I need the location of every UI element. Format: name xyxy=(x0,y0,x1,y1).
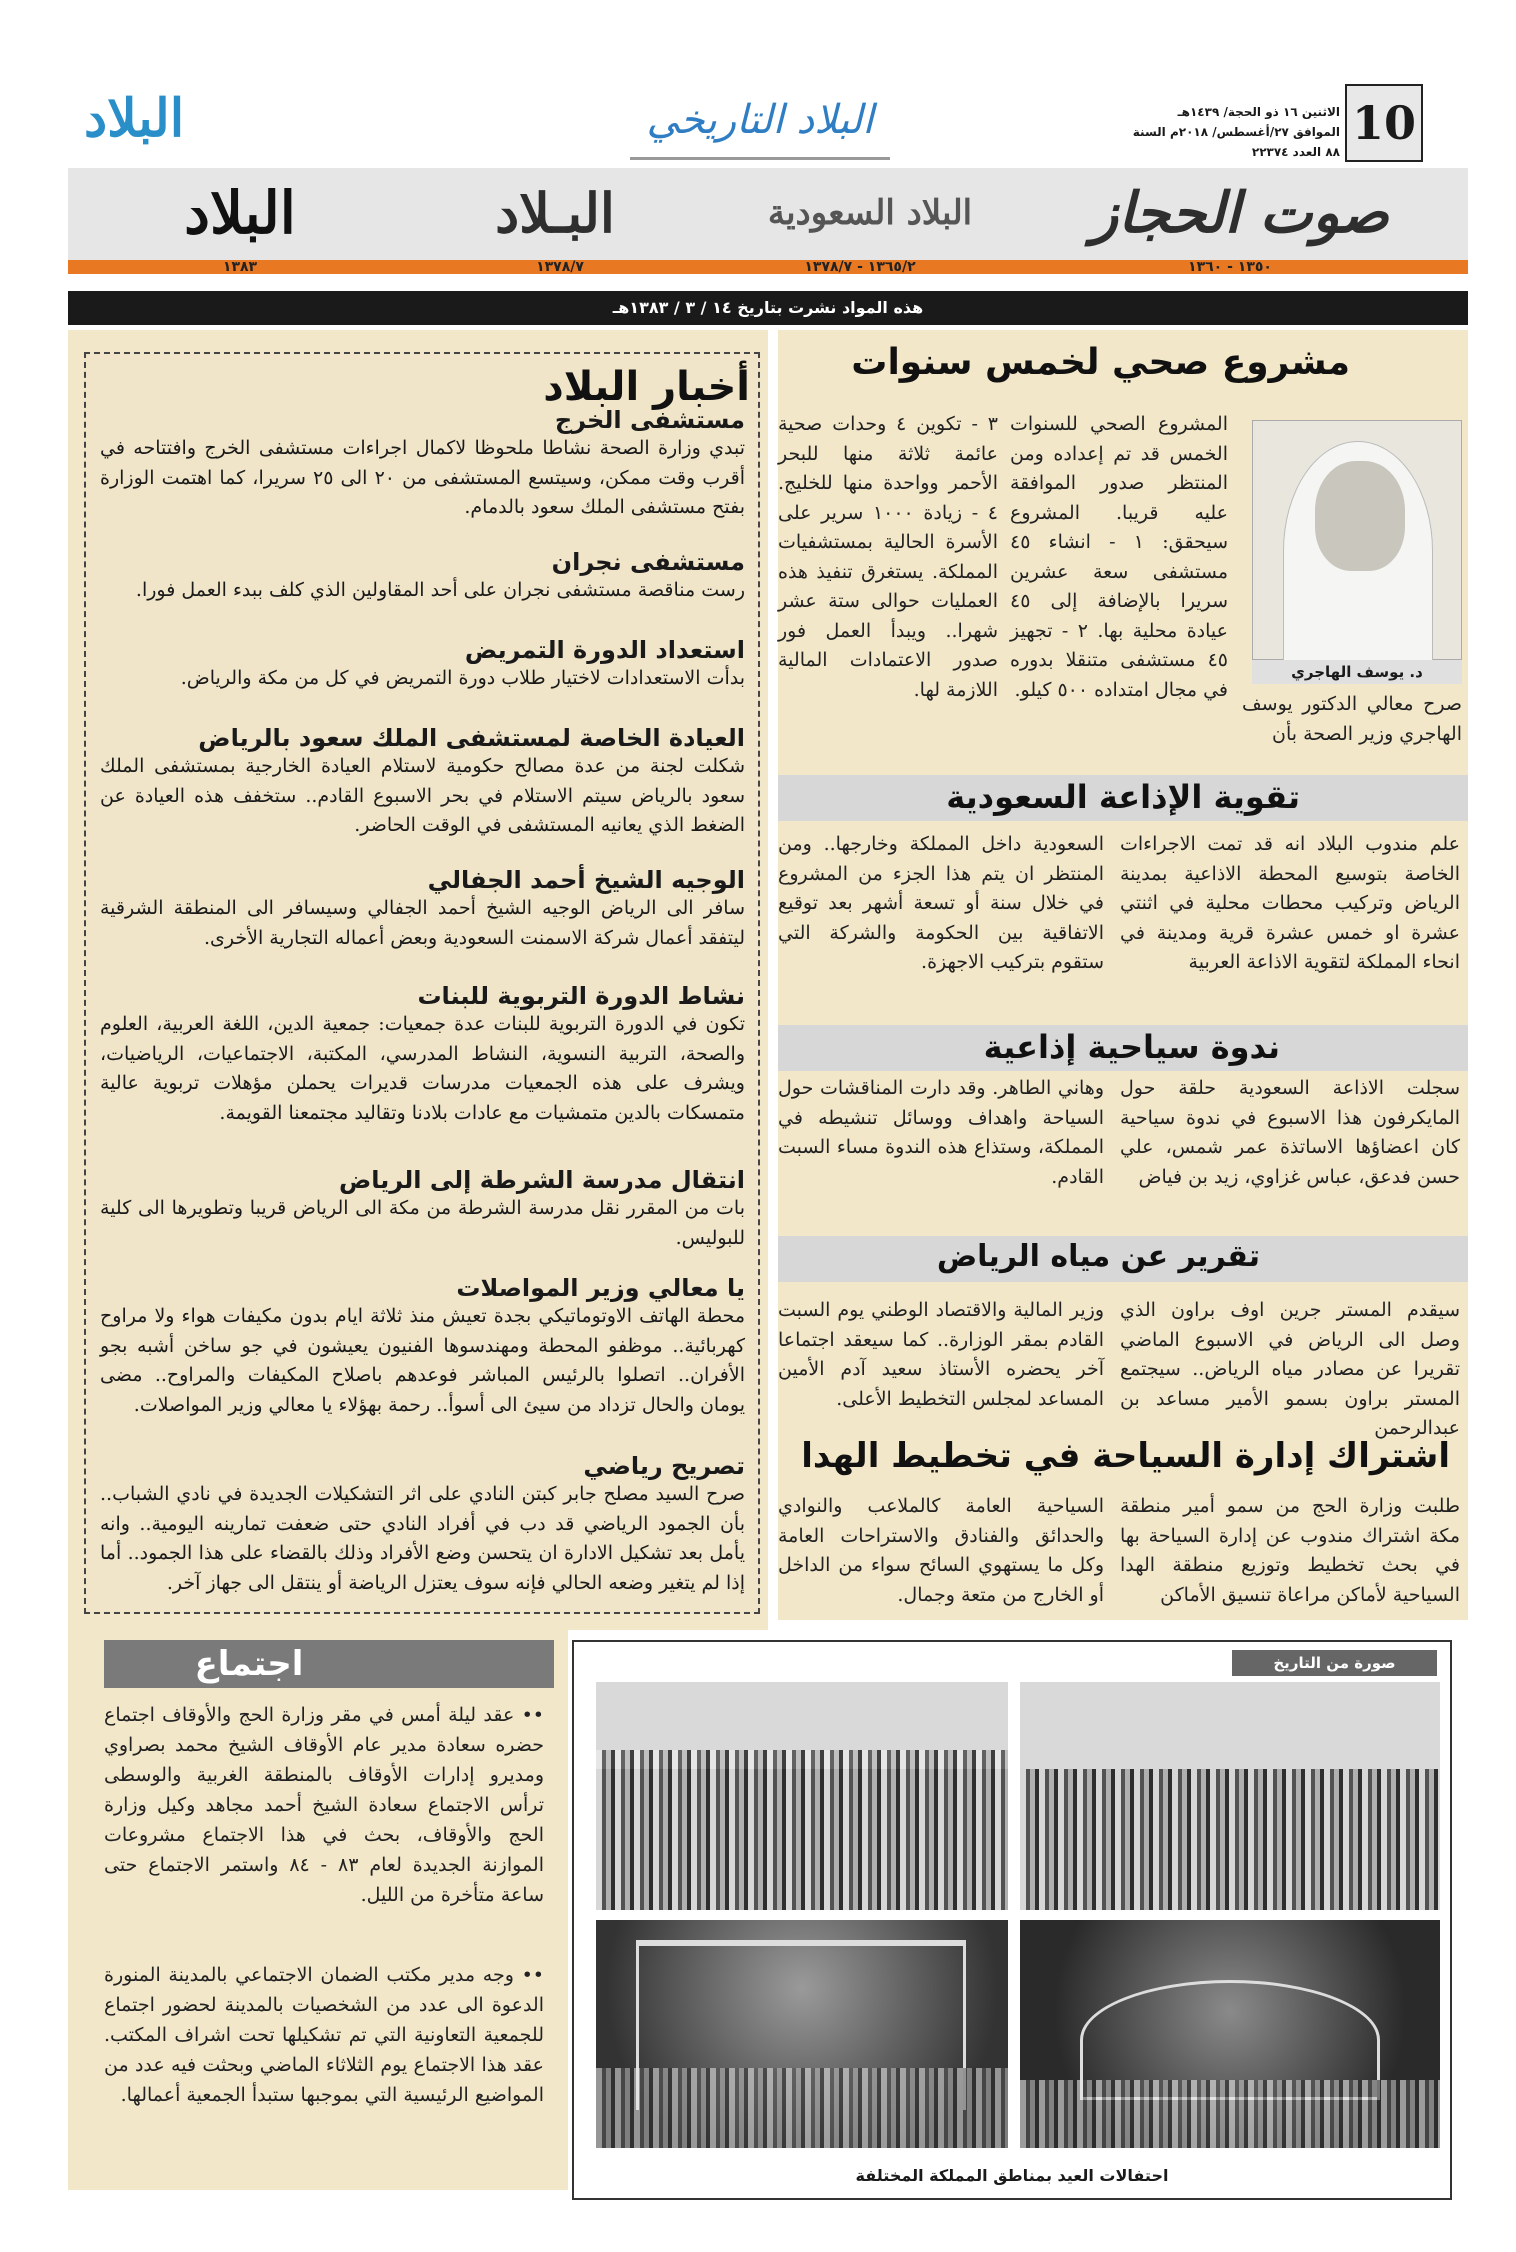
article-column: وهاني الطاهر. وقد دارت المناقشات حول السياحة واهداف ووسائل تنشيطه في المملكة، وستذاع هذه الندوة مساء السبت القادم. xyxy=(778,1077,1104,1188)
issue-date xyxy=(1130,102,1340,162)
issue-date-hijri: الاثنين ١٦ ذو الحجة/ ١٤٣٩هـ xyxy=(1177,105,1340,119)
article-column: سيقدم المستر جرين اوف براون الذي وصل الى الرياض في الاسبوع الماضي تقريرا عن مصادر مياه الرياض.. سيجتمع المستر براون بسمو الأمير مساعد بن عبدالرحمن xyxy=(1120,1299,1460,1439)
news-item-body: صرح السيد مصلح جابر كبتن النادي على اثر التشكيلات الجديدة في نادي الشباب.. بأن الجمود الرياضي قد دب في أفراد النادي حتى ضعفت تمارينه اليومية.. وانه يأمل بعد تشكيل الادارة ان يتحسن وضع الأفراد وذلك بالقضاء على هذا الجمود.. أما إذا لم يتغير وضعه الحالي فإنه سوف يعتزل الرياضة أو ينتقل الى جهاز آخر. xyxy=(100,1483,745,1594)
news-item-title: مستشفى الخرج xyxy=(554,406,745,434)
news-item-title: نشاط الدورة التربوية للبنات xyxy=(417,982,745,1010)
history-photo xyxy=(1020,1920,1440,2148)
masthead-sawt-alhijaz: صوت الحجاز xyxy=(1091,180,1389,246)
article-column: علم مندوب البلاد انه قد تمت الاجراءات الخاصة بتوسيع المحطة الاذاعية بمدينة الرياض وتركيب محطات محلية في اثنتي عشرة او خمس عشرة قرية ومدينة في انحاء المملكة لتقوية الاذاعة العربية xyxy=(1120,833,1460,973)
news-item-title: الوجيه الشيخ أحمد الجفالي xyxy=(427,866,745,894)
article-headline: مشروع صحي لخمس سنوات xyxy=(851,342,1350,383)
article-headline: تقوية الإذاعة السعودية xyxy=(946,778,1300,816)
history-tag: صورة من التاريخ xyxy=(1232,1650,1437,1676)
news-item-title: تصريح رياضي xyxy=(583,1452,745,1480)
news-item-title: مستشفى نجران xyxy=(551,548,745,576)
news-item xyxy=(100,1274,745,1420)
article-column: السعودية داخل المملكة وخارجها.. ومن المنتظر ان يتم هذا الجزء من المشروع في خلال سنة أو تسعة أشهر بعد توقيع الاتفاقية بين الحكومة والشركة التي ستقوم بتركيب الاجهزة. xyxy=(778,833,1104,973)
news-item-body: سافر الى الرياض الوجيه الشيخ أحمد الجفالي وسيسافر الى المنطقة الشرقية ليتفقد أعمال شركة الاسمنت السعودية وبعض أعماله التجارية الأخرى. xyxy=(100,897,745,949)
news-item xyxy=(100,866,745,953)
news-item xyxy=(100,1166,745,1253)
social-title: اجتماع xyxy=(194,1644,304,1684)
article-headline: اشتراك إدارة السياحة في تخطيط الهدا xyxy=(801,1436,1450,1476)
article-column: وزير المالية والاقتصاد الوطني يوم السبت القادم بمقر الوزارة.. كما سيعقد اجتماعا آخر يحضره الأستاذ سعيد آدم الأمين المساعد لمجلس التخطيط الأعلى. xyxy=(778,1299,1104,1410)
history-photo xyxy=(1020,1682,1440,1910)
news-item-body: محطة الهاتف الاوتوماتيكي بجدة تعيش منذ ثلاثة ايام بدون مكيفات هواء ولا مراوح كهربائية.. موظفو المحطة ومهندسوها الفنيون يعيشون في جو ساخن أشبه بجو الأفران.. اتصلوا بالرئيس المباشر فوعدهم باصلاح المكيفات والمراوح.. مضى يومان والحال تزداد من سيئ الى أسوأ.. رحمة بهؤلاء يا معالي وزير المواصلات. xyxy=(100,1305,745,1416)
history-photo xyxy=(596,1682,1008,1910)
masthead-years: ١٣٨٣ xyxy=(222,259,258,275)
publish-note: هذه المواد نشرت بتاريخ ١٤ / ٣ / ١٣٨٣هـ xyxy=(68,291,1468,325)
section-logo: البلاد التاريخي xyxy=(630,80,890,160)
portrait-photo xyxy=(1252,420,1462,660)
history-caption: احتفالات العيد بمناطق المملكة المختلفة xyxy=(855,2166,1169,2185)
article-column: سجلت الاذاعة السعودية حلقة حول المايكرفون هذا الاسبوع في ندوة سياحية كان اعضاؤها الاساتذة عمر شمس، علي حسن فدعق، عباس غزاوي، زيد بن فياض xyxy=(1120,1077,1460,1188)
masthead-albilad-2: البلاد xyxy=(184,179,296,247)
social-paragraph: •• عقد ليلة أمس في مقر وزارة الحج والأوقاف اجتماع حضره سعادة مدير عام الأوقاف الشيخ محمد بصراوي ومديرو إدارات الأوقاف بالمنطقة الغربية والوسطى ترأس الاجتماع سعادة الشيخ أحمد مجاهد وكيل وزارة الحج والأوقاف، بحث في هذا الاجتماع مشروعات الموازنة الجديدة لعام ٨٣ - ٨٤ واستمر الاجتماع حتى ساعة متأخرة من الليل. xyxy=(104,1704,545,1906)
news-item xyxy=(100,1452,745,1598)
news-box-title: أخبار البلاد xyxy=(543,364,750,410)
masthead-albilad-1: البـلاد xyxy=(495,181,615,245)
news-item-body: تكون في الدورة التربوية للبنات عدة جمعيات: جمعية الدين، اللغة العربية، العلوم والصحة، التربية النسوية، النشاط المدرسي، المكتبة، الاجتماعيات، الرياضيات، ويشرف على هذه الجمعيات مدرسات قديرات يحملن مؤهلات تربوية عالية متمسكات بالدين متمشيات مع عادات بلادنا وتقاليد مجتمعنا القويمة. xyxy=(100,1013,745,1124)
al-bilad-logo: البلاد xyxy=(84,88,185,149)
news-item-title: استعداد الدورة التمريض xyxy=(464,636,745,664)
news-item-title: يا معالي وزير المواصلات xyxy=(456,1274,745,1302)
article-column: طلبت وزارة الحج من سمو أمير منطقة مكة اشتراك مندوب عن إدارة السياحة بها في بحث تخطيط وتوزيع منطقة الهدا السياحية لأماكن مراعاة تنسيق الأماكن xyxy=(1120,1495,1460,1606)
news-item xyxy=(100,982,745,1128)
masthead-years: ١٣٥٠ - ١٣٦٠ xyxy=(1188,259,1272,275)
article-column: المشروع الصحي للسنوات الخمس قد تم إعداده ومن المنتظر صدور الموافقة عليه قريبا. المشروع سيحقق: ١ - انشاء ٤٥ مستشفى سعة عشرين سريرا بالإضافة إلى ٤٥ عيادة محلية بها. ٢ - تجهيز ٤٥ مستشفى متنقلا بدوره في مجال امتداده ٥٠٠ كيلو. xyxy=(1010,413,1229,701)
photo-caption: د. يوسف الهاجري xyxy=(1252,660,1462,684)
history-photo xyxy=(596,1920,1008,2148)
page-number: 10 xyxy=(1345,84,1423,162)
masthead-years: ١٣٦٥/٢ - ١٣٧٨/٧ xyxy=(804,259,916,275)
issue-date-gregorian: الموافق ٢٧/أغسطس/ ٢٠١٨م السنة ٨٨ العدد ٢٢٣٧٤ xyxy=(1132,125,1340,159)
article-column: ٣ - تكوين ٤ وحدات صحية عائمة ثلاثة منها للبحر الأحمر وواحدة منها للخليج. ٤ - زيادة ١٠٠٠ سرير على الأسرة الحالية بمستشفيات المملكة. يستغرق تنفيذ هذه العمليات حوالى ستة عشر شهرا.. ويبدأ العمل فور صدور الاعتمادات المالية اللازمة لها. xyxy=(778,413,999,701)
news-item-body: بدأت الاستعدادات لاختيار طلاب دورة التمريض في كل من مكة والرياض. xyxy=(180,667,745,689)
news-item-body: شكلت لجنة من عدة مصالح حكومية لاستلام العيادة الخارجية بمستشفى الملك سعود بالرياض سيتم الاستلام في بحر الاسبوع القادم.. ستخفف هذه العيادة عن الضغط الذي يعانيه المستشفى في الوقت الحاضر. xyxy=(100,755,745,836)
article-column: صرح معالي الدكتور يوسف الهاجري وزير الصحة بأن xyxy=(1242,693,1462,745)
news-item-body: بات من المقرر نقل مدرسة الشرطة من مكة الى الرياض قريبا وتطويرها الى كلية للبوليس. xyxy=(100,1197,745,1249)
article-headline: ندوة سياحية إذاعية xyxy=(983,1028,1280,1066)
article-column: السياحية العامة كالملاعب والنوادي والحدائق والفنادق والاستراحات العامة وكل ما يستهوي السائح سواء من الداخل أو الخارج من متعة وجمال. xyxy=(778,1495,1104,1606)
news-item xyxy=(100,724,745,841)
news-item xyxy=(100,406,745,523)
news-item-title: انتقال مدرسة الشرطة إلى الرياض xyxy=(338,1166,745,1194)
article-headline: تقرير عن مياه الرياض xyxy=(936,1239,1260,1274)
social-paragraph: •• وجه مدير مكتب الضمان الاجتماعي بالمدينة المنورة الدعوة الى عدد من الشخصيات بالمدينة لحضور اجتماع للجمعية التعاونية التي تم تشكيلها تحت اشراف المكتب. عقد هذا الاجتماع يوم الثلاثاء الماضي وبحثت فيه عدد من المواضيع الرئيسية التي بموجبها ستبدأ الجمعية أعمالها. xyxy=(104,1964,544,2106)
news-item xyxy=(100,636,745,694)
masthead-years: ١٣٧٨/٧ xyxy=(536,259,584,275)
news-item-body: تبدي وزارة الصحة نشاطا ملحوظا لاكمال اجراءات مستشفى الخرج وافتتاحه في أقرب وقت ممكن، وسيتسع المستشفى من ٢٠ الى ٢٥ سريرا، كما اهتمت الوزارة بفتح مستشفى الملك سعود بالدمام. xyxy=(100,437,745,518)
news-item xyxy=(100,548,745,606)
news-item-body: رست مناقصة مستشفى نجران على أحد المقاولين الذي كلف ببدء العمل فورا. xyxy=(135,579,745,601)
news-item-title: العيادة الخاصة لمستشفى الملك سعود بالرياض xyxy=(198,724,745,752)
masthead-albilad-alsaudia: البلاد السعودية xyxy=(767,193,973,233)
